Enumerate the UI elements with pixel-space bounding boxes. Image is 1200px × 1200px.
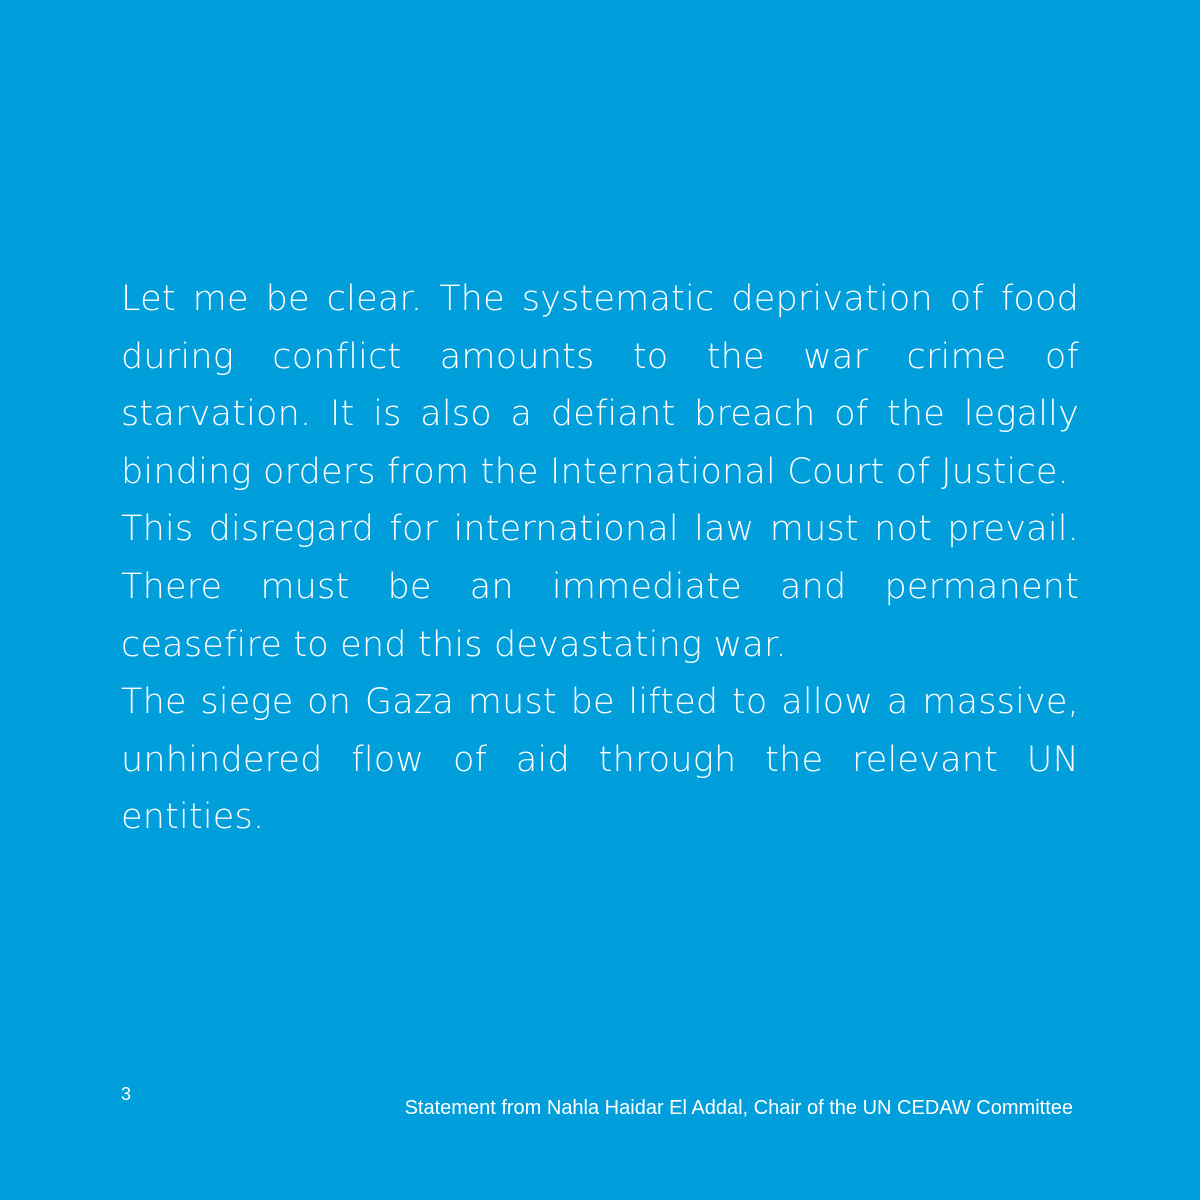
statement-paragraph: The siege on Gaza must be lifted to allow a massive, unhindered flow of aid through the relevant UN entities. [121, 682, 1079, 838]
statement-paragraph: This disregard for international law must not prevail. There must be an immediate and permanent ceasefire to end this devastating war. [121, 509, 1079, 665]
statement-paragraph: Let me be clear. The systematic deprivation of food during conflict amounts to the war crime of starvation. It is also a defiant breach of the legally binding orders from the International Court of Justice. [121, 279, 1079, 492]
statement-text [121, 271, 1079, 847]
page-number: 3 [121, 1084, 132, 1104]
footer-credit: Statement from Nahla Haidar El Addal, Chair of the UN CEDAW Committee [404, 1097, 1073, 1119]
